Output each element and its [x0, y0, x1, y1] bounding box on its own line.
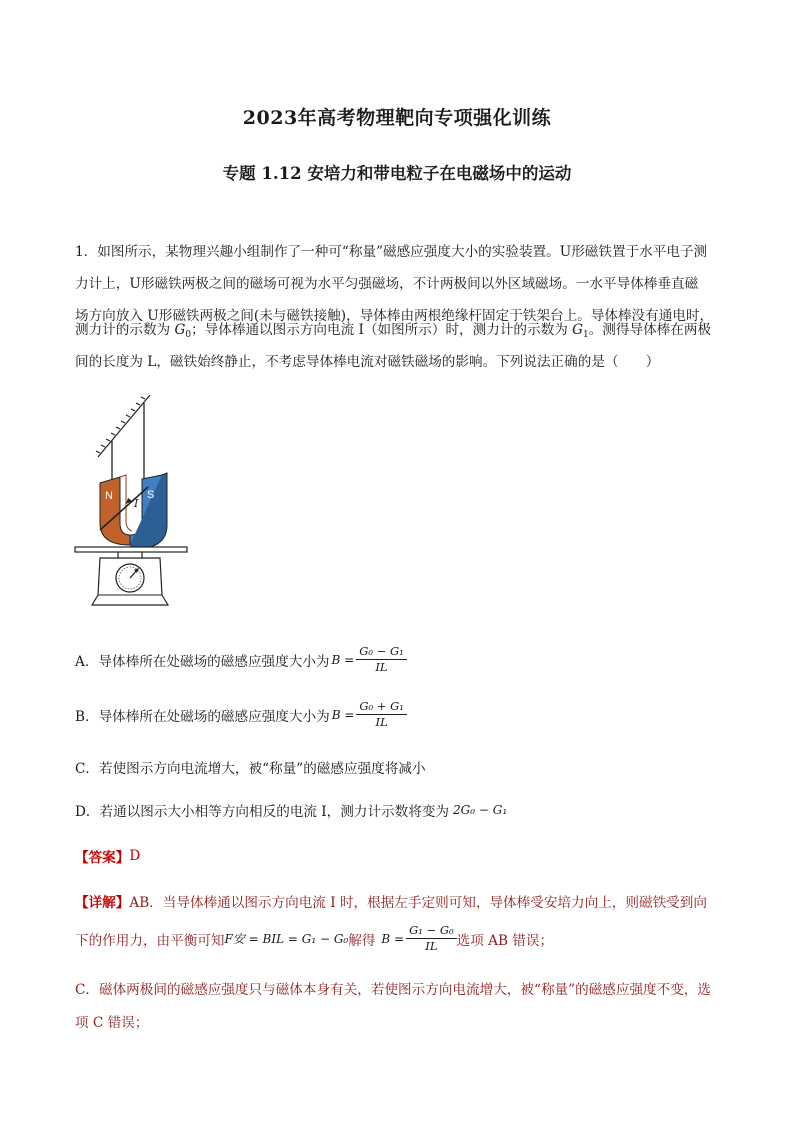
magnet-balance-figure [70, 395, 195, 615]
north-label: N [105, 490, 113, 502]
detail-line-2: 下的作用力，由平衡可知 F安 = BIL = G₁ − G₀ 解得 B = $\frac{\text{G₁ − G₀}}{IL}$ 选项 AB 错误； [75, 923, 554, 953]
option-c: C．若使图示方向电流增大，被“称量”的磁感应强度将减小 [75, 761, 426, 777]
detail-fraction: $\frac{\text{G₁ − G₀}}{IL}$ [406, 924, 457, 953]
detail-label: 【详解】 [75, 895, 130, 911]
question-line-4: 测力计的示数为 $G_0$；导体棒通以图示方向电流 I（如图所示）时，测力计的示数为 $G_1$。测得导体棒在两极 [75, 322, 712, 340]
current-label: I [134, 497, 139, 510]
option-b: B．导体棒所在处磁场的磁感应强度大小为 B = $\frac{\text{G₀ + G₁}}{IL}$ [75, 700, 407, 729]
question-line-2: 力计上，U形磁铁两极之间的磁场可视为水平匀强磁场，不计两极间以外区域磁场。一水平导体棒垂直磁 [75, 276, 699, 292]
ceiling-support [96, 395, 150, 457]
answer-label: 【答案】 [75, 850, 130, 866]
question-line-5: 间的长度为 L，磁铁始终静止，不考虑导体棒电流对磁铁磁场的影响。下列说法正确的是（ ） [75, 354, 660, 370]
option-a: A．导体棒所在处磁场的磁感应强度大小为 B = $\frac{\text{G₀ − G₁}}{IL}$ [75, 645, 407, 674]
option-d: D．若通以图示大小相等方向相反的电流 I，测力计示数将变为 2G₀ − G₁ [75, 803, 508, 820]
scale-platform [75, 547, 187, 552]
answer-value: D [129, 848, 141, 864]
answer-line [75, 846, 140, 866]
south-label: S [147, 489, 155, 501]
option-a-fraction: $\frac{\text{G₀ − G₁}}{IL}$ [356, 645, 407, 674]
question-line-3: 场方向放入 U形磁铁两极之间(未与磁铁接触)，导体棒由两根绝缘杆固定于铁架台上。导体棒没有通电时， [75, 308, 714, 324]
detail-line-1: 【详解】 AB．当导体棒通以图示方向电流 I 时，根据左手定则可知，导体棒受安培力向上，则磁铁受到向 [75, 891, 707, 911]
page-subtitle: 专题 1.12 安培力和带电粒子在电磁场中的运动 [222, 164, 572, 183]
option-b-fraction: $\frac{\text{G₀ + G₁}}{IL}$ [356, 700, 407, 729]
page-title: 2023年高考物理靶向专项强化训练 [242, 107, 552, 129]
question-line-1: 1．如图所示，某物理兴趣小组制作了一种可“称量”磁感应强度大小的实验装置。U形磁铁置于水平电子测 [75, 244, 708, 260]
detail-line-4: 项 C 错误； [75, 1015, 149, 1031]
detail-line-3: C．磁体两极间的磁感应强度只与磁体本身有关，若使图示方向电流增大，被“称量”的磁感应强度不变，选 [75, 982, 712, 998]
